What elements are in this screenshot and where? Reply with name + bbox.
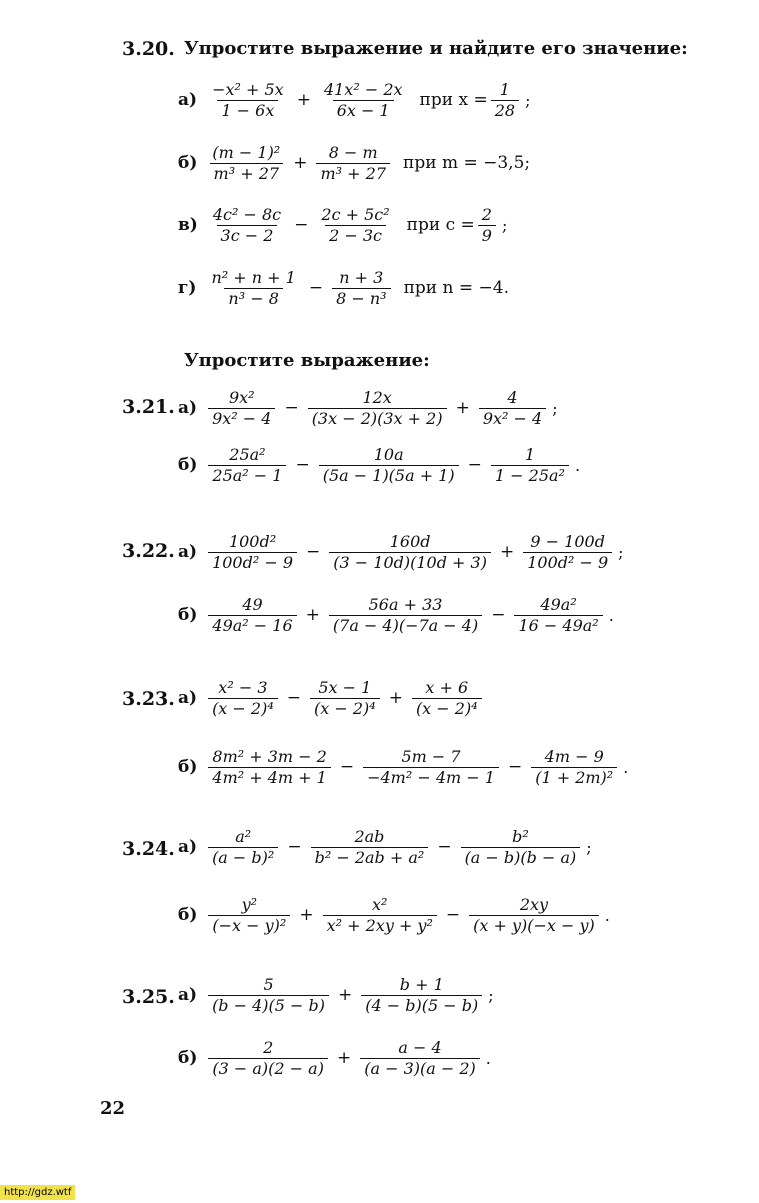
numerator: 4 <box>507 387 518 407</box>
denominator: 4m² + 4m + 1 <box>208 767 330 788</box>
item-label: б) <box>178 605 198 625</box>
exercise-row <box>178 75 530 125</box>
fraction <box>208 532 297 573</box>
numerator: −x² + 5x <box>212 79 284 99</box>
denominator: m³ + 27 <box>210 163 284 184</box>
fraction <box>311 827 429 868</box>
fraction <box>317 205 393 246</box>
punctuation: . <box>574 455 581 475</box>
denominator: (4 − b)(5 − b) <box>361 995 482 1016</box>
fraction <box>209 205 285 246</box>
numerator: 5x − 1 <box>318 677 372 697</box>
fraction <box>207 268 299 309</box>
denominator: (x − 2)⁴ <box>412 698 482 719</box>
fraction <box>412 678 482 719</box>
operator: − <box>295 455 310 475</box>
numerator: 49a² <box>540 594 577 614</box>
fraction <box>323 895 437 936</box>
fraction <box>479 388 546 429</box>
denominator: b² − 2ab + a² <box>311 847 429 868</box>
operator: − <box>491 605 506 625</box>
denominator: 9 <box>478 225 496 246</box>
fraction <box>208 747 330 788</box>
fraction <box>316 143 390 184</box>
exercise-row <box>178 440 580 490</box>
item-label: а) <box>178 90 198 110</box>
denominator: 28 <box>491 100 519 121</box>
denominator: 1 − 25a² <box>491 465 569 486</box>
condition-fraction <box>478 205 496 246</box>
denominator: (−x − y)² <box>208 915 290 936</box>
numerator: x + 6 <box>425 677 469 697</box>
instruction-text: Упростите выражение и найдите его значение: <box>184 38 688 59</box>
exercise-row <box>178 138 530 188</box>
operator: − <box>437 837 452 857</box>
denominator: m³ + 27 <box>316 163 390 184</box>
numerator: b² <box>512 826 529 846</box>
problem-number: 3.24. <box>122 838 175 860</box>
numerator: 8m² + 3m − 2 <box>212 746 327 766</box>
denominator: 6x − 1 <box>333 100 394 121</box>
fraction <box>523 532 612 573</box>
numerator: 10a <box>373 444 404 464</box>
numerator: (m − 1)² <box>212 142 281 162</box>
denominator: (3x − 2)(3x + 2) <box>308 408 447 429</box>
problem-number: 3.25. <box>122 986 175 1008</box>
operator: − <box>507 757 523 777</box>
fraction <box>208 595 296 636</box>
denominator: (a − b)² <box>208 847 278 868</box>
numerator: 2 <box>481 204 492 224</box>
fraction <box>208 1038 328 1079</box>
exercise-row <box>178 673 485 723</box>
denominator: (a − b)(b − a) <box>461 847 581 868</box>
fraction <box>208 895 290 936</box>
operator: − <box>339 757 355 777</box>
numerator: 2xy <box>519 894 549 914</box>
punctuation: ; <box>525 90 531 110</box>
problem-number: 3.22. <box>122 540 175 562</box>
fraction <box>208 827 278 868</box>
numerator: 5 <box>263 974 274 994</box>
denominator: 25a² − 1 <box>208 465 286 486</box>
numerator: 2c + 5c² <box>321 204 390 224</box>
condition-fraction <box>491 80 519 121</box>
problem-number: 3.23. <box>122 688 175 710</box>
operator: − <box>445 905 461 925</box>
numerator: 8 − m <box>328 142 378 162</box>
numerator: 4c² − 8c <box>212 204 282 224</box>
punctuation: . <box>485 1048 491 1068</box>
operator: − <box>306 542 321 562</box>
denominator: x² + 2xy + y² <box>323 915 437 936</box>
operator: + <box>388 688 403 708</box>
numerator: x² − 3 <box>218 677 268 697</box>
numerator: 1 <box>499 79 510 99</box>
operator: − <box>294 215 309 235</box>
fraction <box>308 388 447 429</box>
item-label: а) <box>178 688 198 708</box>
operator: + <box>305 605 320 625</box>
item-label: а) <box>178 837 198 857</box>
numerator: b + 1 <box>399 974 444 994</box>
condition-text: при n = −4. <box>403 278 509 298</box>
numerator: a² <box>235 826 252 846</box>
numerator: 41x² − 2x <box>323 79 403 99</box>
exercise-row <box>178 200 507 250</box>
operator: + <box>296 90 311 110</box>
numerator: 2ab <box>354 826 385 846</box>
item-label: а) <box>178 542 198 562</box>
condition-text: при m = −3,5; <box>403 153 531 173</box>
numerator: 56a + 33 <box>368 594 443 614</box>
exercise-row <box>178 527 624 577</box>
operator: − <box>284 398 299 418</box>
denominator: (x + y)(−x − y) <box>469 915 599 936</box>
punctuation: ; <box>488 985 494 1005</box>
denominator: (x − 2)⁴ <box>310 698 380 719</box>
punctuation: . <box>604 905 610 925</box>
denominator: (3 − 10d)(10d + 3) <box>329 552 491 573</box>
denominator: 1 − 6x <box>217 100 278 121</box>
numerator: x² <box>372 894 388 914</box>
denominator: 9x² − 4 <box>479 408 546 429</box>
numerator: 160d <box>389 531 431 551</box>
operator: − <box>308 278 324 298</box>
exercise-row <box>178 590 614 640</box>
item-label: б) <box>178 1048 198 1068</box>
numerator: y² <box>241 894 258 914</box>
denominator: 8 − n³ <box>332 288 390 309</box>
denominator: (x − 2)⁴ <box>208 698 278 719</box>
fraction <box>329 595 482 636</box>
fraction <box>332 268 390 309</box>
watermark: http://gdz.wtf <box>0 1185 75 1200</box>
operator: − <box>287 837 302 857</box>
denominator: (5a − 1)(5a + 1) <box>319 465 459 486</box>
fraction <box>363 747 499 788</box>
fraction <box>208 975 329 1016</box>
fraction <box>208 388 275 429</box>
item-label: в) <box>178 215 198 235</box>
fraction <box>360 1038 480 1079</box>
denominator: 2 − 3c <box>325 225 386 246</box>
item-label: а) <box>178 398 198 418</box>
operator: + <box>338 985 353 1005</box>
condition-text: при c = <box>406 215 475 235</box>
problem-number: 3.21. <box>122 396 175 418</box>
numerator: 2 <box>263 1037 274 1057</box>
fraction <box>208 143 284 184</box>
punctuation: . <box>608 605 614 625</box>
denominator: −4m² − 4m − 1 <box>363 767 499 788</box>
exercise-row <box>178 970 494 1020</box>
denominator: (3 − a)(2 − a) <box>208 1058 328 1079</box>
instruction-text-2: Упростите выражение: <box>184 350 430 371</box>
operator: − <box>286 688 301 708</box>
numerator: n + 3 <box>339 267 384 287</box>
fraction <box>320 80 407 121</box>
item-label: б) <box>178 455 198 475</box>
exercise-row <box>178 742 628 792</box>
numerator: n² + n + 1 <box>211 267 296 287</box>
exercise-row <box>178 263 509 313</box>
fraction <box>329 532 491 573</box>
exercise-row <box>178 890 610 940</box>
fraction <box>469 895 599 936</box>
numerator: 49 <box>242 594 263 614</box>
item-label: г) <box>178 278 197 298</box>
fraction <box>208 80 288 121</box>
item-label: б) <box>178 757 198 777</box>
exercise-row <box>178 1033 491 1083</box>
numerator: 4m − 9 <box>544 746 604 766</box>
fraction <box>361 975 482 1016</box>
fraction <box>514 595 602 636</box>
denominator: (a − 3)(a − 2) <box>360 1058 480 1079</box>
denominator: 49a² − 16 <box>208 615 296 636</box>
numerator: 9x² <box>228 387 255 407</box>
denominator: 9x² − 4 <box>208 408 275 429</box>
item-label: б) <box>178 905 198 925</box>
operator: + <box>336 1048 352 1068</box>
item-label: б) <box>178 153 198 173</box>
numerator: a − 4 <box>398 1037 442 1057</box>
fraction <box>310 678 380 719</box>
numerator: 5m − 7 <box>401 746 461 766</box>
denominator: 100d² − 9 <box>208 552 297 573</box>
punctuation: . <box>623 757 629 777</box>
item-label: а) <box>178 985 198 1005</box>
denominator: 3c − 2 <box>217 225 278 246</box>
denominator: (1 + 2m)² <box>531 767 617 788</box>
numerator: 12x <box>362 387 392 407</box>
exercise-row <box>178 822 592 872</box>
fraction <box>208 445 286 486</box>
denominator: (7a − 4)(−7a − 4) <box>329 615 482 636</box>
numerator: 1 <box>524 444 536 464</box>
punctuation: ; <box>618 542 624 562</box>
operator: + <box>455 398 470 418</box>
fraction <box>319 445 459 486</box>
fraction <box>531 747 617 788</box>
exercise-row <box>178 383 558 433</box>
denominator: (b − 4)(5 − b) <box>208 995 329 1016</box>
condition-text: при x = <box>419 90 488 110</box>
denominator: n³ − 8 <box>224 288 282 309</box>
denominator: 100d² − 9 <box>523 552 612 573</box>
fraction <box>208 678 278 719</box>
operator: + <box>293 153 308 173</box>
operator: + <box>499 542 515 562</box>
operator: + <box>299 905 314 925</box>
fraction <box>461 827 581 868</box>
denominator: 16 − 49a² <box>514 615 602 636</box>
punctuation: ; <box>586 837 592 857</box>
fraction <box>491 445 569 486</box>
numerator: 100d² <box>228 531 277 551</box>
numerator: 9 − 100d <box>530 531 605 551</box>
punctuation: ; <box>501 215 508 235</box>
punctuation: ; <box>552 398 558 418</box>
problem-number: 3.20. <box>122 38 175 60</box>
page-number: 22 <box>100 1098 126 1119</box>
numerator: 25a² <box>229 444 266 464</box>
operator: − <box>467 455 482 475</box>
